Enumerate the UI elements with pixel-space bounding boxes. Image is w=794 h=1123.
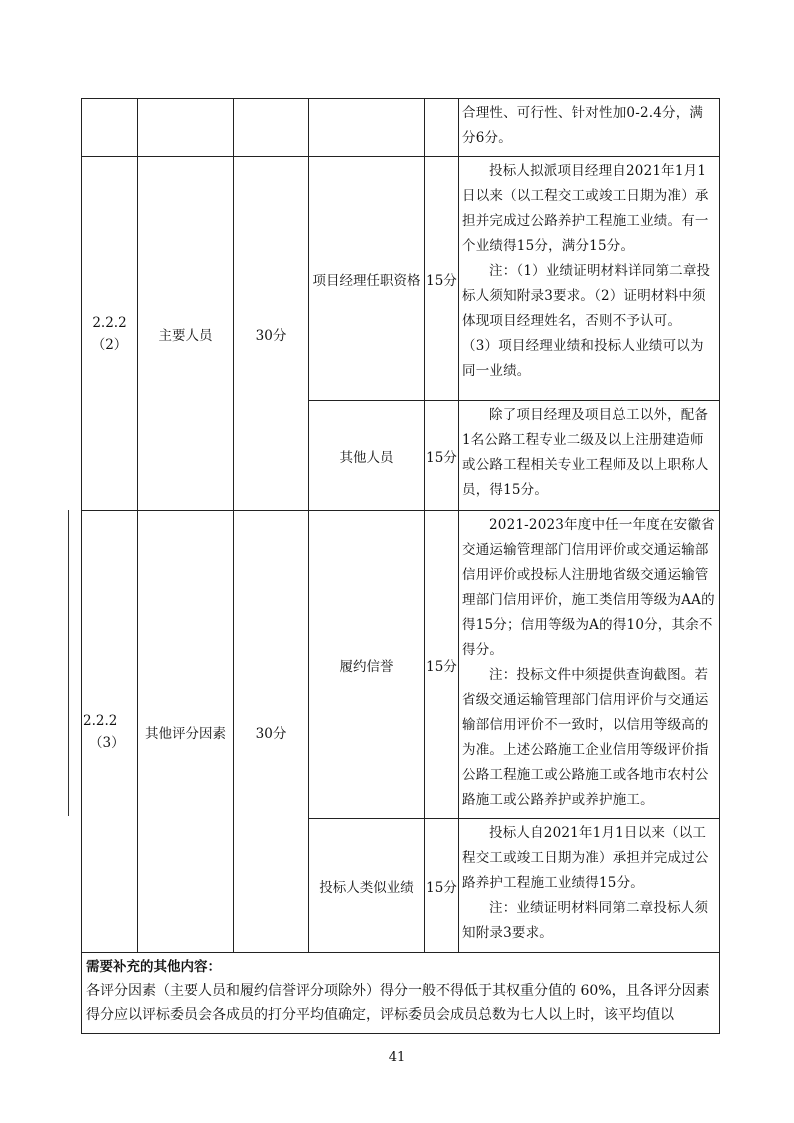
category-cell <box>138 99 234 157</box>
item-name-cell: 项目经理任职资格 <box>309 157 425 401</box>
section-code: 2.2.2 <box>83 712 118 729</box>
table-row <box>82 157 720 401</box>
total-score-cell: 30分 <box>234 511 309 953</box>
criteria-paragraph: 2021-2023年度中任一年度在安徽省交通运输管理部门信用评价或交通运输部信用评价或投标人注册地省级交通运输管理部门信用评价，施工类信用等级为AA的得15分；信用等级为A的得10分，其余不得分。 <box>462 517 715 658</box>
scoring-table <box>81 98 720 1034</box>
total-score-cell <box>234 99 309 157</box>
category-cell: 其他评分因素 <box>138 511 234 953</box>
item-score-cell: 15分 <box>425 157 459 401</box>
item-score-cell: 15分 <box>425 819 459 953</box>
section-subcode: （2） <box>91 336 128 353</box>
total-score-cell: 30分 <box>234 157 309 511</box>
criteria-paragraph: 除了项目经理及项目总工以外，配备1名公路工程专业二级及以上注册建造师或公路工程相关专业工程师及以上职称人员，得15分。 <box>462 407 709 498</box>
table-row <box>82 99 720 157</box>
table-row <box>82 511 720 819</box>
code-cell <box>82 157 138 511</box>
item-score-cell: 15分 <box>425 401 459 511</box>
criteria-cell <box>459 401 720 511</box>
item-score-cell <box>425 99 459 157</box>
criteria-cell <box>459 819 720 953</box>
item-name-cell: 投标人类似业绩 <box>309 819 425 953</box>
criteria-paragraph: 投标人拟派项目经理自2021年1月1日以来（以工程交工或竣工日期为准）承担并完成过公路养护工程施工业绩。有一个业绩得15分，满分15分。 <box>462 163 709 254</box>
section-subcode: （3） <box>89 734 125 751</box>
criteria-paragraph: 投标人自2021年1月1日以来（以工程交工或竣工日期为准）承担并完成过公路养护工程施工业绩得15分。 <box>462 825 709 891</box>
category-cell: 主要人员 <box>138 157 234 511</box>
criteria-cell <box>459 99 720 157</box>
code-cell <box>82 511 138 953</box>
supplement-cell <box>82 953 720 1034</box>
item-name-cell <box>309 99 425 157</box>
criteria-paragraph: 注：业绩证明材料同第二章投标人须知附录3要求。 <box>462 900 709 941</box>
page-number: 41 <box>388 1050 406 1065</box>
code-cell <box>82 99 138 157</box>
criteria-text: 合理性、可行性、针对性加0-2.4分，满分6分。 <box>462 105 704 146</box>
criteria-paragraph: （3）项目经理业绩和投标人业绩可以为同一业绩。 <box>462 338 704 379</box>
section-code: 2.2.2 <box>92 314 127 331</box>
item-name-cell: 其他人员 <box>309 401 425 511</box>
criteria-paragraph: 注：投标文件中须提供查询截图。若省级交通运输管理部门信用评价与交通运输部信用评价不一致时，以信用等级高的为准。上述公路施工企业信用等级评价指公路工程施工或公路施工或各地市农村公路施工或公路养护或养护施工。 <box>462 667 709 808</box>
table-row <box>82 953 720 1034</box>
margin-line <box>68 510 69 816</box>
criteria-cell <box>459 511 720 819</box>
criteria-cell <box>459 157 720 401</box>
supplement-text: 各评分因素（主要人员和履约信誉评分项除外）得分一般不得低于其权重分值的 60%，且各评分因素得分应以评标委员会各成员的打分平均值确定，评标委员会成员总数为七人以上时，该平均值以 <box>86 983 710 1023</box>
item-score-cell: 15分 <box>425 511 459 819</box>
supplement-title: 需要补充的其他内容： <box>86 959 221 975</box>
criteria-paragraph: 注：（1）业绩证明材料详同第二章投标人须知附录3要求。（2）证明材料中须体现项目经理姓名，否则不予认可。 <box>462 263 711 329</box>
item-name-cell: 履约信誉 <box>309 511 425 819</box>
